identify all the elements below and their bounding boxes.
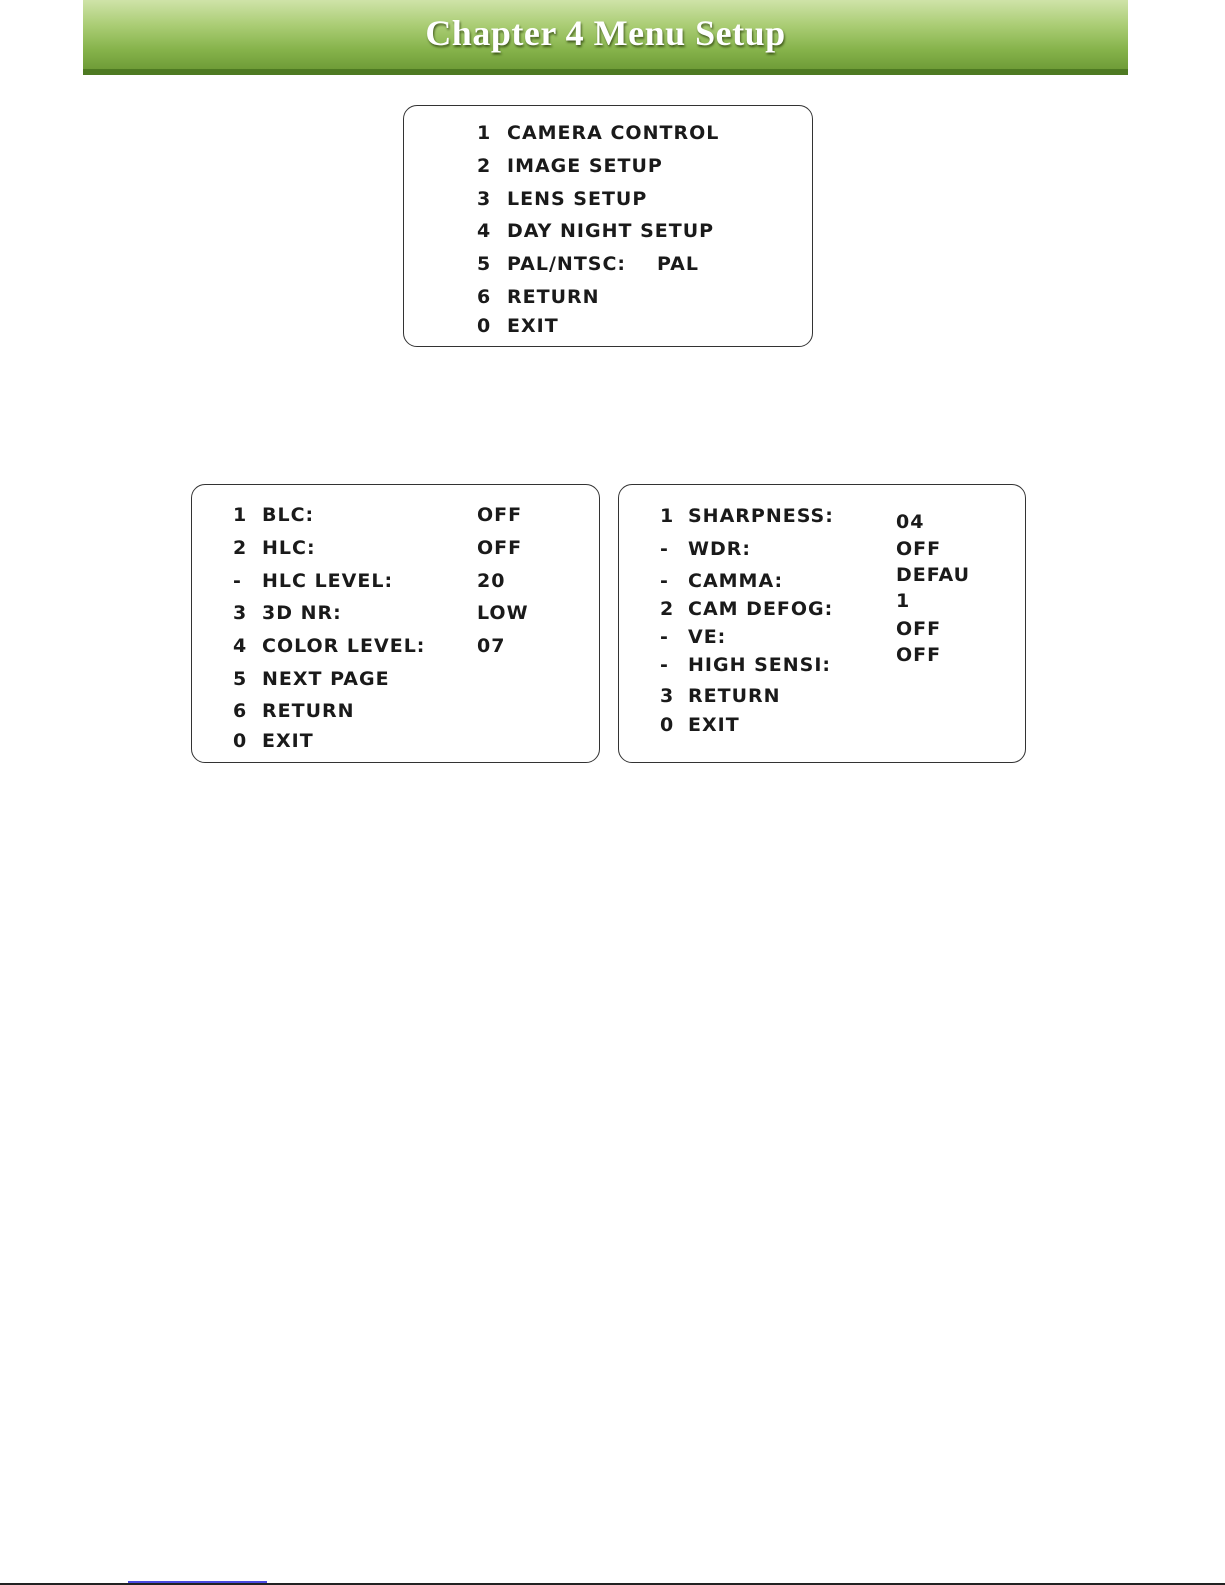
menu-item-number: - bbox=[660, 538, 669, 560]
main-menu-box bbox=[403, 105, 813, 347]
menu-item-number: 4 bbox=[233, 635, 248, 657]
menu-item-hlc[interactable] bbox=[192, 534, 599, 562]
menu-item-exit[interactable] bbox=[404, 312, 812, 340]
menu-item-value: OFF bbox=[896, 618, 942, 640]
menu-item-return[interactable] bbox=[404, 283, 812, 311]
menu-item-number: 1 bbox=[233, 504, 248, 526]
menu-item-number: 2 bbox=[477, 155, 492, 177]
menu-item-label: 3D NR: bbox=[262, 602, 342, 624]
menu-item-value: OFF bbox=[896, 644, 942, 666]
menu-item-label: PAL/NTSC: bbox=[507, 253, 627, 275]
chapter-title: Chapter 4 Menu Setup bbox=[425, 13, 786, 53]
menu-item-camma[interactable] bbox=[619, 564, 1025, 595]
chapter-banner bbox=[83, 0, 1128, 75]
menu-item-label: NEXT PAGE bbox=[262, 668, 390, 690]
menu-item-number: 6 bbox=[233, 700, 248, 722]
menu-item-label: VE: bbox=[688, 626, 727, 648]
menu-item-label: CAMMA: bbox=[688, 570, 784, 592]
menu-item-number: - bbox=[660, 654, 669, 676]
menu-item-value: 20 bbox=[477, 570, 506, 592]
menu-item-value: OFF bbox=[477, 537, 523, 559]
menu-item-label: RETURN bbox=[688, 685, 781, 707]
menu-item-blc[interactable] bbox=[192, 501, 599, 529]
menu-item-image-setup[interactable] bbox=[404, 152, 812, 180]
menu-item-number: 3 bbox=[660, 685, 675, 707]
menu-item-number: 4 bbox=[477, 220, 492, 242]
menu-item-sharpness[interactable] bbox=[619, 502, 1025, 533]
menu-item-label: EXIT bbox=[262, 730, 314, 752]
menu-item-number: 5 bbox=[233, 668, 248, 690]
menu-item-cam-defog[interactable] bbox=[619, 590, 1025, 623]
menu-item-value: 04 bbox=[896, 511, 925, 533]
menu-item-label: RETURN bbox=[262, 700, 355, 722]
menu-item-exit[interactable] bbox=[619, 711, 1025, 739]
menu-item-label: SHARPNESS: bbox=[688, 505, 834, 527]
menu-item-next-page[interactable] bbox=[192, 665, 599, 693]
menu-item-value: OFF bbox=[896, 538, 942, 560]
menu-item-label: RETURN bbox=[507, 286, 600, 308]
menu-item-number: 6 bbox=[477, 286, 492, 308]
menu-item-number: - bbox=[660, 626, 669, 648]
menu-item-label: HLC LEVEL: bbox=[262, 570, 394, 592]
menu-item-3d-nr[interactable] bbox=[192, 599, 599, 627]
menu-item-number: - bbox=[233, 570, 242, 592]
menu-item-label: DAY NIGHT SETUP bbox=[507, 220, 715, 242]
menu-item-wdr[interactable] bbox=[619, 535, 1025, 563]
menu-item-label: BLC: bbox=[262, 504, 315, 526]
menu-item-return[interactable] bbox=[619, 682, 1025, 710]
menu-item-number: 0 bbox=[233, 730, 248, 752]
menu-item-pal-ntsc[interactable] bbox=[404, 250, 812, 278]
image-setup-page-1-box bbox=[191, 484, 600, 763]
menu-item-exit[interactable] bbox=[192, 727, 599, 755]
menu-item-hlc-level[interactable] bbox=[192, 567, 599, 595]
menu-item-number: 0 bbox=[477, 315, 492, 337]
menu-item-return[interactable] bbox=[192, 697, 599, 725]
image-setup-page-2-box bbox=[618, 484, 1026, 763]
menu-item-number: 0 bbox=[660, 714, 675, 736]
menu-item-lens-setup[interactable] bbox=[404, 185, 812, 213]
menu-item-number: 2 bbox=[660, 598, 675, 620]
menu-item-day-night-setup[interactable] bbox=[404, 217, 812, 245]
menu-item-number: 3 bbox=[233, 602, 248, 624]
menu-item-label: LENS SETUP bbox=[507, 188, 648, 210]
menu-item-number: - bbox=[660, 570, 669, 592]
menu-item-color-level[interactable] bbox=[192, 632, 599, 660]
footer-link-underline bbox=[128, 1581, 267, 1583]
menu-item-number: 1 bbox=[660, 505, 675, 527]
menu-item-value: DEFAU bbox=[896, 564, 971, 586]
menu-item-value: 1 bbox=[896, 590, 911, 612]
menu-item-number: 2 bbox=[233, 537, 248, 559]
menu-item-label: CAM DEFOG: bbox=[688, 598, 834, 620]
menu-item-label: IMAGE SETUP bbox=[507, 155, 663, 177]
menu-item-value: LOW bbox=[477, 602, 529, 624]
menu-item-value: OFF bbox=[477, 504, 523, 526]
menu-item-label: CAMERA CONTROL bbox=[507, 122, 720, 144]
menu-item-number: 5 bbox=[477, 253, 492, 275]
menu-item-high-sensi[interactable] bbox=[619, 644, 1025, 679]
menu-item-number: 3 bbox=[477, 188, 492, 210]
menu-item-label: WDR: bbox=[688, 538, 751, 560]
menu-item-ve[interactable] bbox=[619, 618, 1025, 651]
menu-item-label: HIGH SENSI: bbox=[688, 654, 831, 676]
menu-item-value: 07 bbox=[477, 635, 506, 657]
menu-item-label: EXIT bbox=[507, 315, 559, 337]
menu-item-number: 1 bbox=[477, 122, 492, 144]
menu-item-camera-control[interactable] bbox=[404, 119, 812, 147]
menu-item-label: EXIT bbox=[688, 714, 740, 736]
menu-item-value: PAL bbox=[657, 253, 699, 275]
menu-item-label: HLC: bbox=[262, 537, 316, 559]
menu-item-label: COLOR LEVEL: bbox=[262, 635, 426, 657]
